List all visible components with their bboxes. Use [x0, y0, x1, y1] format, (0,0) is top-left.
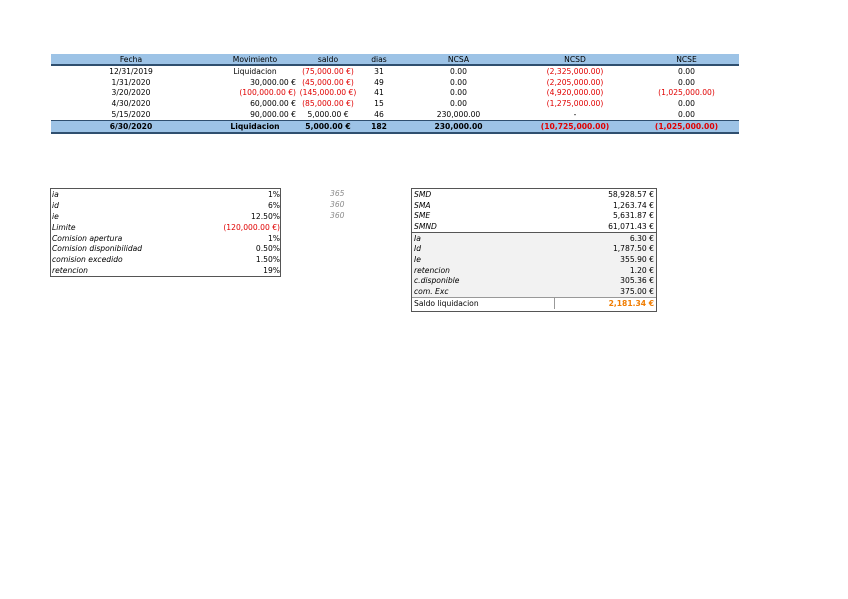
result-row — [412, 210, 656, 221]
col-header-movimiento[interactable]: Movimiento — [211, 54, 299, 65]
cell-dias[interactable]: 41 — [374, 88, 384, 98]
total-ncse[interactable]: (1,025,000.00) — [634, 120, 739, 132]
param-row — [51, 254, 281, 265]
total-row — [51, 120, 739, 132]
final-balance-row — [412, 297, 656, 308]
cell-dias[interactable]: 15 — [374, 99, 384, 109]
cell-ncse[interactable]: 0.00 — [678, 99, 695, 109]
total-ncsd[interactable]: (10,725,000.00) — [516, 120, 634, 132]
cell-ncse[interactable]: 0.00 — [678, 110, 695, 120]
result-row — [412, 200, 656, 211]
total-saldo[interactable]: 5,000.00 € — [299, 120, 357, 132]
result-value[interactable]: 1,263.74 € — [612, 200, 654, 210]
param-label[interactable]: Comision apertura — [52, 233, 123, 243]
day-basis-ia[interactable]: 365 — [330, 189, 345, 198]
cell-ncsa[interactable]: 230,000.00 — [436, 110, 481, 120]
result-value[interactable]: 61,071.43 € — [608, 221, 654, 231]
param-value[interactable]: 1% — [267, 233, 280, 243]
param-row — [51, 222, 281, 233]
table-row — [51, 109, 739, 120]
cell-ncsa[interactable]: 0.00 — [450, 66, 467, 76]
cell-dias[interactable]: 46 — [374, 110, 384, 120]
result-value[interactable]: 305.36 € — [554, 276, 656, 287]
table-row — [51, 98, 739, 109]
param-value[interactable]: 1.50% — [255, 255, 280, 265]
final-balance-value[interactable]: 2,181.34 € — [554, 297, 656, 308]
param-label[interactable]: ia — [52, 189, 59, 199]
day-basis-ie[interactable]: 360 — [330, 210, 345, 220]
day-basis-column — [330, 189, 345, 222]
result-value[interactable]: 6.30 € — [554, 232, 656, 243]
param-value[interactable]: 1% — [267, 189, 280, 199]
cell-ncse[interactable]: 0.00 — [678, 66, 695, 76]
result-label[interactable]: SMND — [414, 221, 437, 231]
param-row — [51, 189, 281, 200]
results-table — [412, 189, 656, 309]
cell-saldo[interactable]: (85,000.00 €) — [302, 99, 354, 109]
cell-saldo[interactable]: (75,000.00 €) — [302, 66, 354, 76]
result-label[interactable]: com. Exc — [412, 286, 554, 297]
cell-saldo[interactable]: (145,000.00 €) — [299, 88, 357, 98]
param-row — [51, 243, 281, 254]
cell-ncsa[interactable]: 0.00 — [450, 77, 467, 87]
param-value[interactable]: 19% — [263, 266, 280, 276]
param-label[interactable]: Limite — [52, 222, 76, 232]
result-row — [412, 221, 656, 232]
cell-dias[interactable]: 49 — [374, 77, 384, 87]
cell-movimiento[interactable]: (100,000.00 €) — [239, 88, 296, 98]
result-value[interactable]: 375.00 € — [554, 286, 656, 297]
result-label[interactable]: SMD — [414, 189, 432, 199]
cell-ncsd[interactable]: (2,205,000.00) — [546, 77, 604, 87]
param-label[interactable]: ie — [52, 211, 59, 221]
cell-movimiento[interactable]: 30,000.00 € — [250, 77, 296, 87]
param-label[interactable]: comision excedido — [52, 255, 123, 265]
final-balance-label[interactable]: Saldo liquidacion — [412, 297, 554, 308]
table-row — [51, 65, 739, 77]
result-row — [412, 232, 656, 243]
cell-fecha[interactable]: 1/31/2020 — [111, 77, 151, 87]
param-value[interactable]: 12.50% — [251, 211, 280, 221]
total-ncsa[interactable]: 230,000.00 — [401, 120, 516, 132]
day-basis-id[interactable]: 360 — [330, 199, 345, 209]
movements-table — [51, 54, 739, 134]
param-label[interactable]: retencion — [52, 266, 88, 276]
result-value[interactable]: 1,787.50 € — [554, 243, 656, 254]
cell-ncsd[interactable]: - — [573, 110, 577, 120]
cell-ncsd[interactable]: (2,325,000.00) — [546, 66, 604, 76]
result-row — [412, 254, 656, 265]
header-row — [51, 54, 739, 65]
result-label[interactable]: SMA — [414, 200, 431, 210]
cell-ncse[interactable]: (1,025,000.00) — [658, 88, 715, 98]
result-label[interactable]: retencion — [412, 265, 554, 276]
result-row — [412, 189, 656, 200]
param-label[interactable]: Comision disponibilidad — [52, 244, 143, 254]
cell-fecha[interactable]: 5/15/2020 — [111, 110, 151, 120]
cell-saldo[interactable]: 5,000.00 € — [307, 110, 349, 120]
result-value[interactable]: 58,928.57 € — [608, 189, 654, 199]
result-label[interactable]: Id — [412, 243, 554, 254]
result-value[interactable]: 5,631.87 € — [612, 211, 654, 221]
cell-ncsd[interactable]: (1,275,000.00) — [546, 99, 604, 109]
col-header-fecha[interactable]: Fecha — [51, 54, 211, 65]
cell-ncse[interactable]: 0.00 — [678, 77, 695, 87]
cell-movimiento[interactable]: 90,000.00 € — [250, 110, 296, 120]
result-row — [412, 265, 656, 276]
col-header-dias[interactable]: dias — [357, 54, 401, 65]
result-row — [412, 276, 656, 287]
result-row — [412, 286, 656, 297]
result-label[interactable]: SME — [414, 211, 431, 221]
result-label[interactable]: c.disponible — [412, 276, 554, 287]
cell-ncsd[interactable]: (4,920,000.00) — [546, 88, 604, 98]
param-label[interactable]: id — [52, 200, 59, 210]
cell-movimiento[interactable]: Liquidacion — [233, 66, 277, 76]
result-value[interactable]: 355.90 € — [554, 254, 656, 265]
cell-saldo[interactable]: (45,000.00 €) — [302, 77, 354, 87]
param-row — [51, 200, 281, 211]
result-row — [412, 243, 656, 254]
table-row — [51, 88, 739, 99]
col-header-saldo[interactable]: saldo — [299, 54, 357, 65]
result-label[interactable]: Ie — [412, 254, 554, 265]
param-row — [51, 233, 281, 244]
total-dias[interactable]: 182 — [357, 120, 401, 132]
cell-fecha[interactable]: 3/20/2020 — [111, 88, 151, 98]
param-value[interactable]: 0.50% — [255, 244, 280, 254]
total-fecha[interactable]: 6/30/2020 — [51, 120, 211, 132]
param-value[interactable]: (120,000.00 €) — [223, 222, 280, 232]
col-header-ncse[interactable]: NCSE — [634, 54, 739, 65]
cell-ncsa[interactable]: 0.00 — [450, 99, 467, 109]
cell-ncsa[interactable]: 0.00 — [450, 88, 467, 98]
col-header-ncsa[interactable]: NCSA — [401, 54, 516, 65]
table-row — [51, 77, 739, 88]
params-table — [51, 189, 281, 276]
cell-fecha[interactable]: 12/31/2019 — [109, 66, 153, 76]
cell-dias[interactable]: 31 — [374, 66, 384, 76]
total-movimiento[interactable]: Liquidacion — [211, 120, 299, 132]
param-value[interactable]: 6% — [267, 200, 280, 210]
cell-movimiento[interactable]: 60,000.00 € — [250, 99, 296, 109]
param-row — [51, 211, 281, 222]
result-label[interactable]: Ia — [412, 232, 554, 243]
param-row — [51, 265, 281, 276]
result-value[interactable]: 1.20 € — [554, 265, 656, 276]
col-header-ncsd[interactable]: NCSD — [516, 54, 634, 65]
cell-fecha[interactable]: 4/30/2020 — [111, 99, 151, 109]
